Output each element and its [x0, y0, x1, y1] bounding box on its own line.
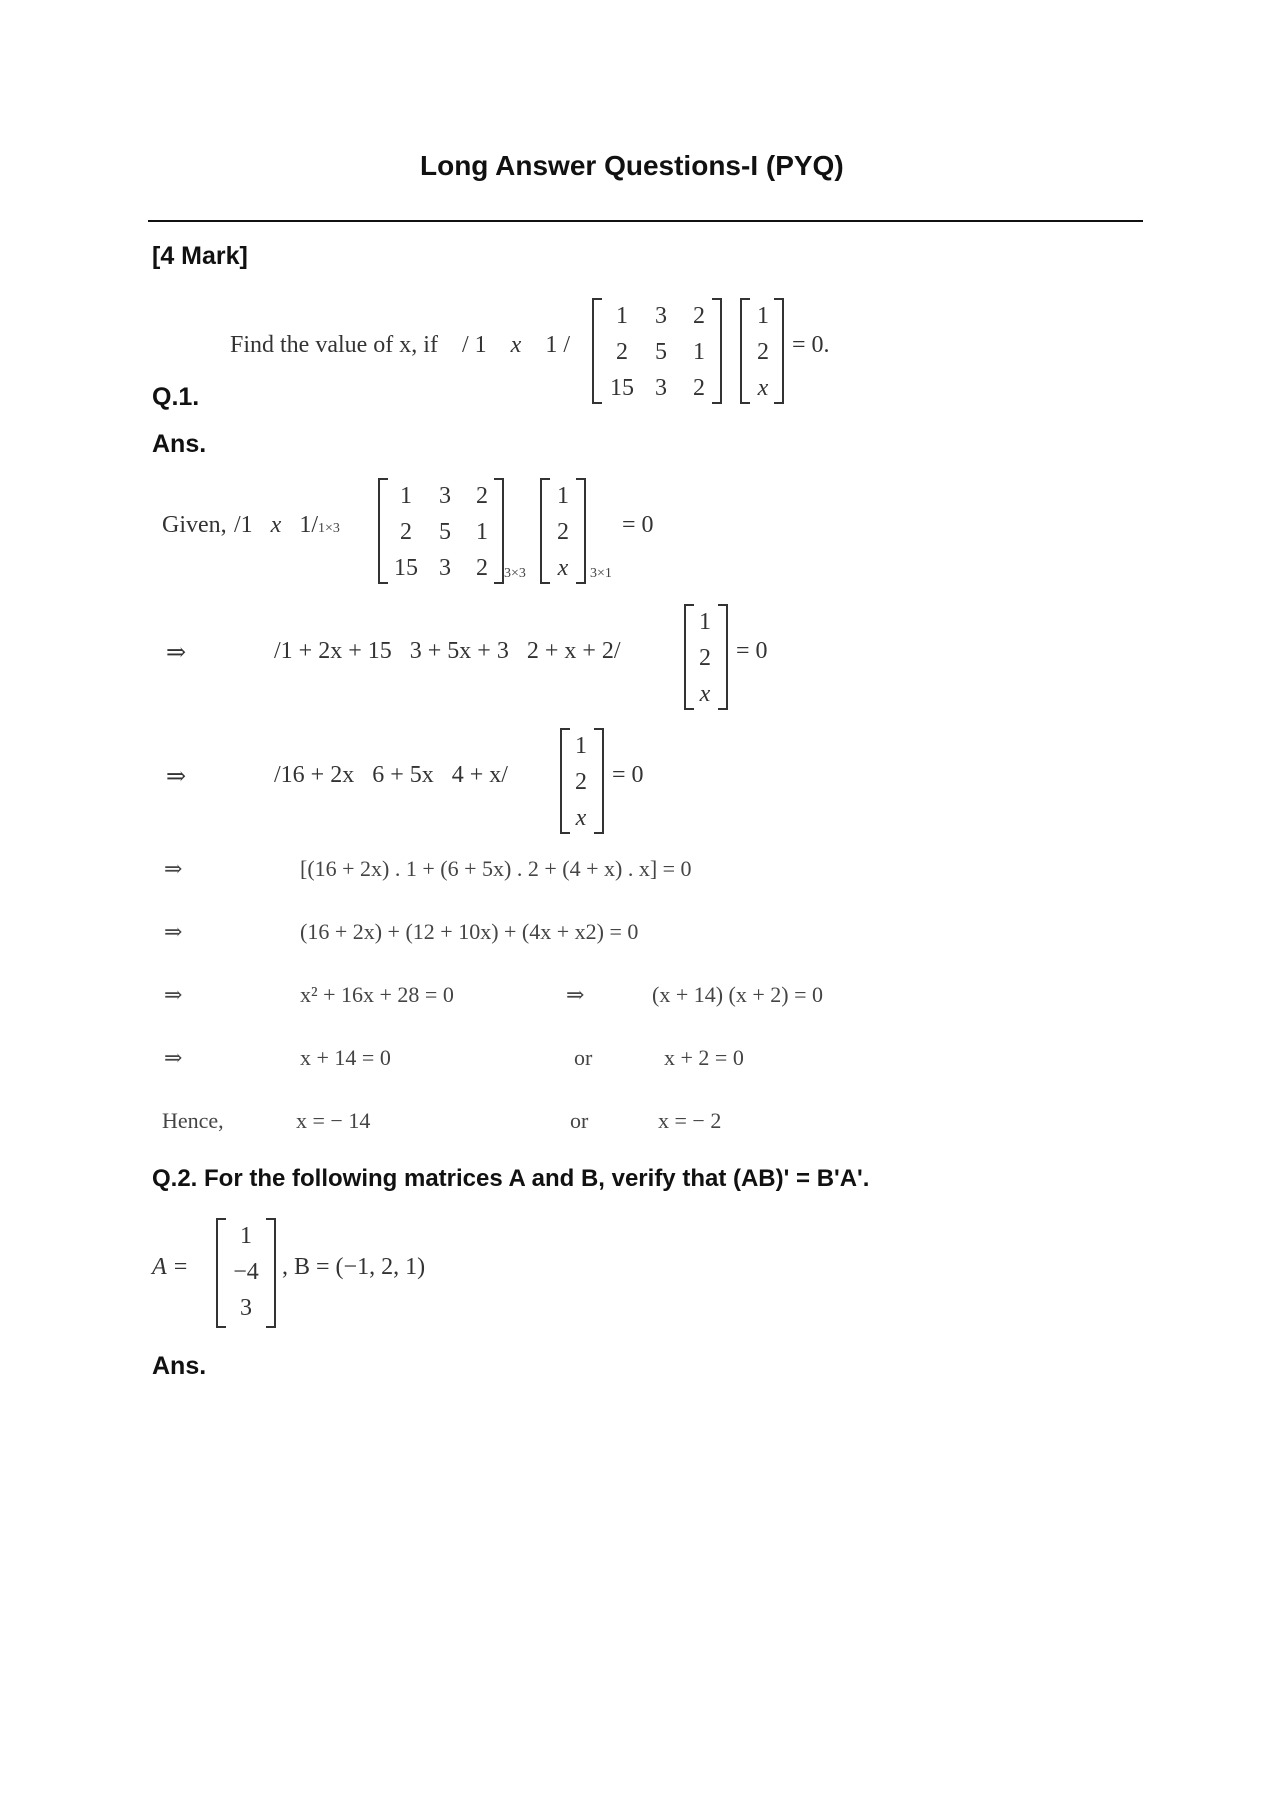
given-matrix: [386, 478, 500, 586]
column-cell: 1: [699, 609, 711, 635]
dimension-subscript: 3×3: [504, 566, 526, 581]
matrix-cell: 3: [655, 303, 667, 329]
step2-equals: = 0: [612, 762, 644, 788]
step2-row-text: 16 + 2x 6 + 5x 4 + x: [280, 762, 502, 788]
matrix-cell: 3: [655, 375, 667, 401]
matrix-cell: 1: [616, 303, 628, 329]
matrix-cell: 5: [655, 339, 667, 365]
given-row-vector: /1 x 1/1×3: [234, 512, 340, 538]
dimension-subscript: 1×3: [318, 521, 340, 536]
step1-equals: = 0: [736, 638, 768, 664]
column-cell: 2: [557, 519, 569, 545]
q1-statement-prefix: Find the value of x, if: [230, 332, 438, 358]
or-word: or: [574, 1045, 593, 1070]
ans-label: Ans.: [152, 430, 207, 458]
given-column-right-bracket: [576, 478, 586, 584]
matrix-cell: 1: [476, 519, 488, 545]
marks-label: [4 Mark]: [152, 242, 248, 270]
column-cell: x: [557, 555, 569, 581]
given-column: [548, 478, 578, 586]
step1-column: [690, 604, 720, 712]
column-cell: 2: [757, 339, 769, 365]
hence-word: Hence,: [162, 1108, 224, 1133]
column-cell: 1: [240, 1223, 252, 1249]
row-el: 1: [545, 332, 558, 358]
implies-arrow: ⇒: [566, 982, 585, 1007]
matrix-cell: 2: [693, 375, 705, 401]
q1-statement-suffix: = 0.: [792, 332, 830, 358]
step4-expression: (16 + 2x) + (12 + 10x) + (4x + x2) = 0: [300, 919, 639, 944]
step3-expression: [(16 + 2x) . 1 + (6 + 5x) . 2 + (4 + x) . x] = 0: [300, 856, 692, 881]
step1-row-text: 1 + 2x + 15 3 + 5x + 3 2 + x + 2: [280, 638, 614, 664]
implies-arrow: ⇒: [166, 640, 187, 666]
ans2-label: Ans.: [152, 1352, 207, 1380]
matrix-cell: 15: [394, 555, 418, 581]
given-word: Given,: [162, 512, 227, 538]
column-cell: 2: [699, 645, 711, 671]
q2-a-column: [224, 1218, 268, 1326]
matrix-cell: 2: [616, 339, 628, 365]
column-cell: 2: [575, 769, 587, 795]
matrix-cell: 3: [439, 555, 451, 581]
matrix-cell: 3: [439, 483, 451, 509]
a-label-text: A =: [152, 1254, 189, 1280]
column-cell: 1: [557, 483, 569, 509]
column-cell: 1: [757, 303, 769, 329]
step5-quadratic: x² + 16x + 28 = 0: [300, 982, 454, 1007]
column-cell: x: [575, 805, 587, 831]
q2-b-definition: , B = (−1, 2, 1): [282, 1254, 426, 1280]
row-el: 1: [474, 332, 487, 358]
q1-column-right-bracket: [774, 298, 784, 404]
step1-row: /1 + 2x + 15 3 + 5x + 3 2 + x + 2/: [274, 638, 621, 664]
step2-column: [566, 728, 596, 836]
matrix-cell: 2: [400, 519, 412, 545]
implies-arrow: ⇒: [166, 764, 187, 790]
step6-root-a: x + 14 = 0: [300, 1045, 391, 1070]
q1-row-vector: [462, 332, 570, 359]
q2-label: Q.2. For the following matrices A and B, verify that (AB)' = B'A'.: [152, 1165, 870, 1192]
step1-column-right-bracket: [718, 604, 728, 710]
step5-factored: (x + 14) (x + 2) = 0: [652, 982, 824, 1007]
matrix-cell: 5: [439, 519, 451, 545]
step2-column-right-bracket: [594, 728, 604, 834]
matrix-cell: 15: [610, 375, 634, 401]
result-a: x = − 14: [296, 1108, 371, 1133]
column-cell: −4: [233, 1259, 259, 1285]
q2-a-label: [152, 1254, 188, 1281]
implies-arrow: ⇒: [164, 856, 183, 881]
implies-arrow: ⇒: [164, 1045, 183, 1070]
bracket: /: [563, 332, 570, 358]
matrix-cell: 1: [693, 339, 705, 365]
matrix-cell: 1: [400, 483, 412, 509]
q1-matrix-right-bracket: [712, 298, 722, 404]
row-el: x: [510, 332, 522, 358]
q1-label: Q.1.: [152, 383, 200, 411]
heading-divider: [148, 220, 1143, 222]
q1-matrix: [602, 298, 718, 406]
q2-a-right-bracket: [266, 1218, 276, 1328]
column-cell: 1: [575, 733, 587, 759]
column-cell: 3: [240, 1295, 252, 1321]
bracket: /: [462, 332, 469, 358]
or-word: or: [570, 1108, 589, 1133]
implies-arrow: ⇒: [164, 919, 183, 944]
column-cell: x: [699, 681, 711, 707]
matrix-cell: 2: [476, 555, 488, 581]
matrix-cell: 2: [476, 483, 488, 509]
implies-arrow: ⇒: [164, 982, 183, 1007]
given-matrix-right-bracket: [494, 478, 504, 584]
step6-root-b: x + 2 = 0: [664, 1045, 744, 1070]
step2-row: /16 + 2x 6 + 5x 4 + x/: [274, 762, 508, 788]
column-cell: x: [757, 375, 769, 401]
result-b: x = − 2: [658, 1108, 722, 1133]
matrix-cell: 2: [693, 303, 705, 329]
page-title: Long Answer Questions-I (PYQ): [420, 150, 844, 181]
q1-matrix-left-bracket: [592, 298, 602, 404]
given-equals: = 0: [622, 512, 654, 538]
dimension-subscript: 3×1: [590, 566, 612, 581]
